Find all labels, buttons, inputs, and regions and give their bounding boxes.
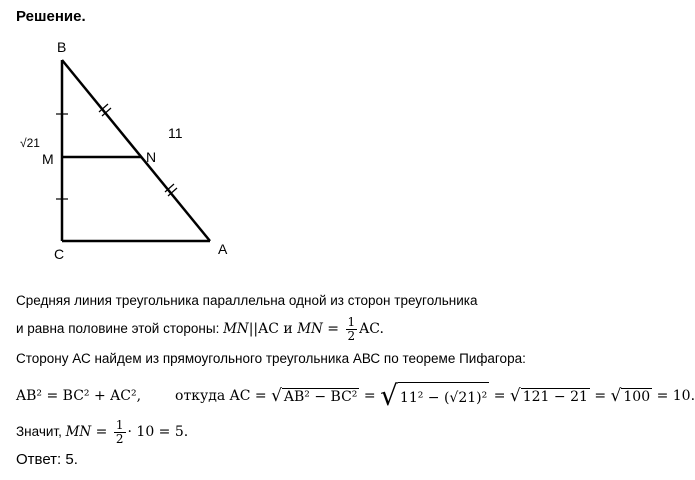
fraction-denominator: 2 <box>347 329 356 343</box>
fraction-numerator: 1 <box>347 315 356 329</box>
sqrt-11-21-radicand: 11² − (√21)² <box>398 382 489 411</box>
solution-heading: Решение. <box>16 8 86 25</box>
eq-3: = <box>589 388 611 405</box>
triangle <box>62 60 210 241</box>
result-ac: = 10. <box>652 388 695 405</box>
sqrt-100-radicand: 100 <box>623 388 651 405</box>
fraction-one-half <box>346 316 358 343</box>
eq-1: = <box>359 388 381 405</box>
line5-prefix: Значит, <box>16 424 66 440</box>
fraction-numerator-2: 1 <box>115 418 124 432</box>
sqrt-100: √ 100 <box>610 385 651 406</box>
tick-marks <box>56 104 177 199</box>
line2-mn-2: MN <box>297 321 323 338</box>
label-b: B <box>57 39 67 55</box>
sqrt-121-21-radicand: 121 − 21 <box>522 388 588 405</box>
sqrt-121-21: √ 121 − 21 <box>509 385 588 406</box>
line5-eq: = <box>91 424 112 441</box>
fraction-one-half-2 <box>114 419 126 446</box>
label-ab-length: 11 <box>168 125 183 141</box>
triangle-figure <box>0 0 600 270</box>
line5-tail: · 10 = 5. <box>127 424 189 441</box>
text-line-3: Сторону АС найдем из прямоугольного треугольника АВС по теореме Пифагора: <box>16 351 526 366</box>
whence-ac: откуда AC = <box>175 388 272 405</box>
label-c: C <box>54 246 65 262</box>
label-m: M <box>42 151 54 167</box>
line2-eq: = <box>322 321 344 338</box>
sqrt-ab-bc-radicand: AB² − BC² <box>283 388 358 405</box>
sqrt-11-21: √ 11² − (√21)² <box>380 379 488 412</box>
pythagoras-equation: AB² = BC² + AC², <box>16 388 142 405</box>
line2-mn: MN <box>223 321 249 338</box>
label-a: A <box>218 241 228 257</box>
text-line-4 <box>16 379 695 412</box>
text-line-2 <box>16 316 384 343</box>
answer-line: Ответ: 5. <box>16 451 78 468</box>
label-n: N <box>146 149 157 165</box>
line2-ac: AC. <box>359 321 384 338</box>
side-ab <box>62 60 210 241</box>
text-line-5 <box>16 419 188 446</box>
sqrt-ab-bc: √ AB² − BC² <box>271 385 358 406</box>
line2-parallel: ||AC и <box>248 321 298 338</box>
line5-mn: MN <box>65 424 92 441</box>
label-bc-length: √21 <box>20 136 40 150</box>
line2-prefix: и равна половине этой стороны: <box>16 321 224 337</box>
eq-2: = <box>489 388 510 405</box>
fraction-denominator-2: 2 <box>115 432 124 446</box>
text-line-1: Средняя линия треугольника параллельна одной из сторон треугольника <box>16 293 478 308</box>
